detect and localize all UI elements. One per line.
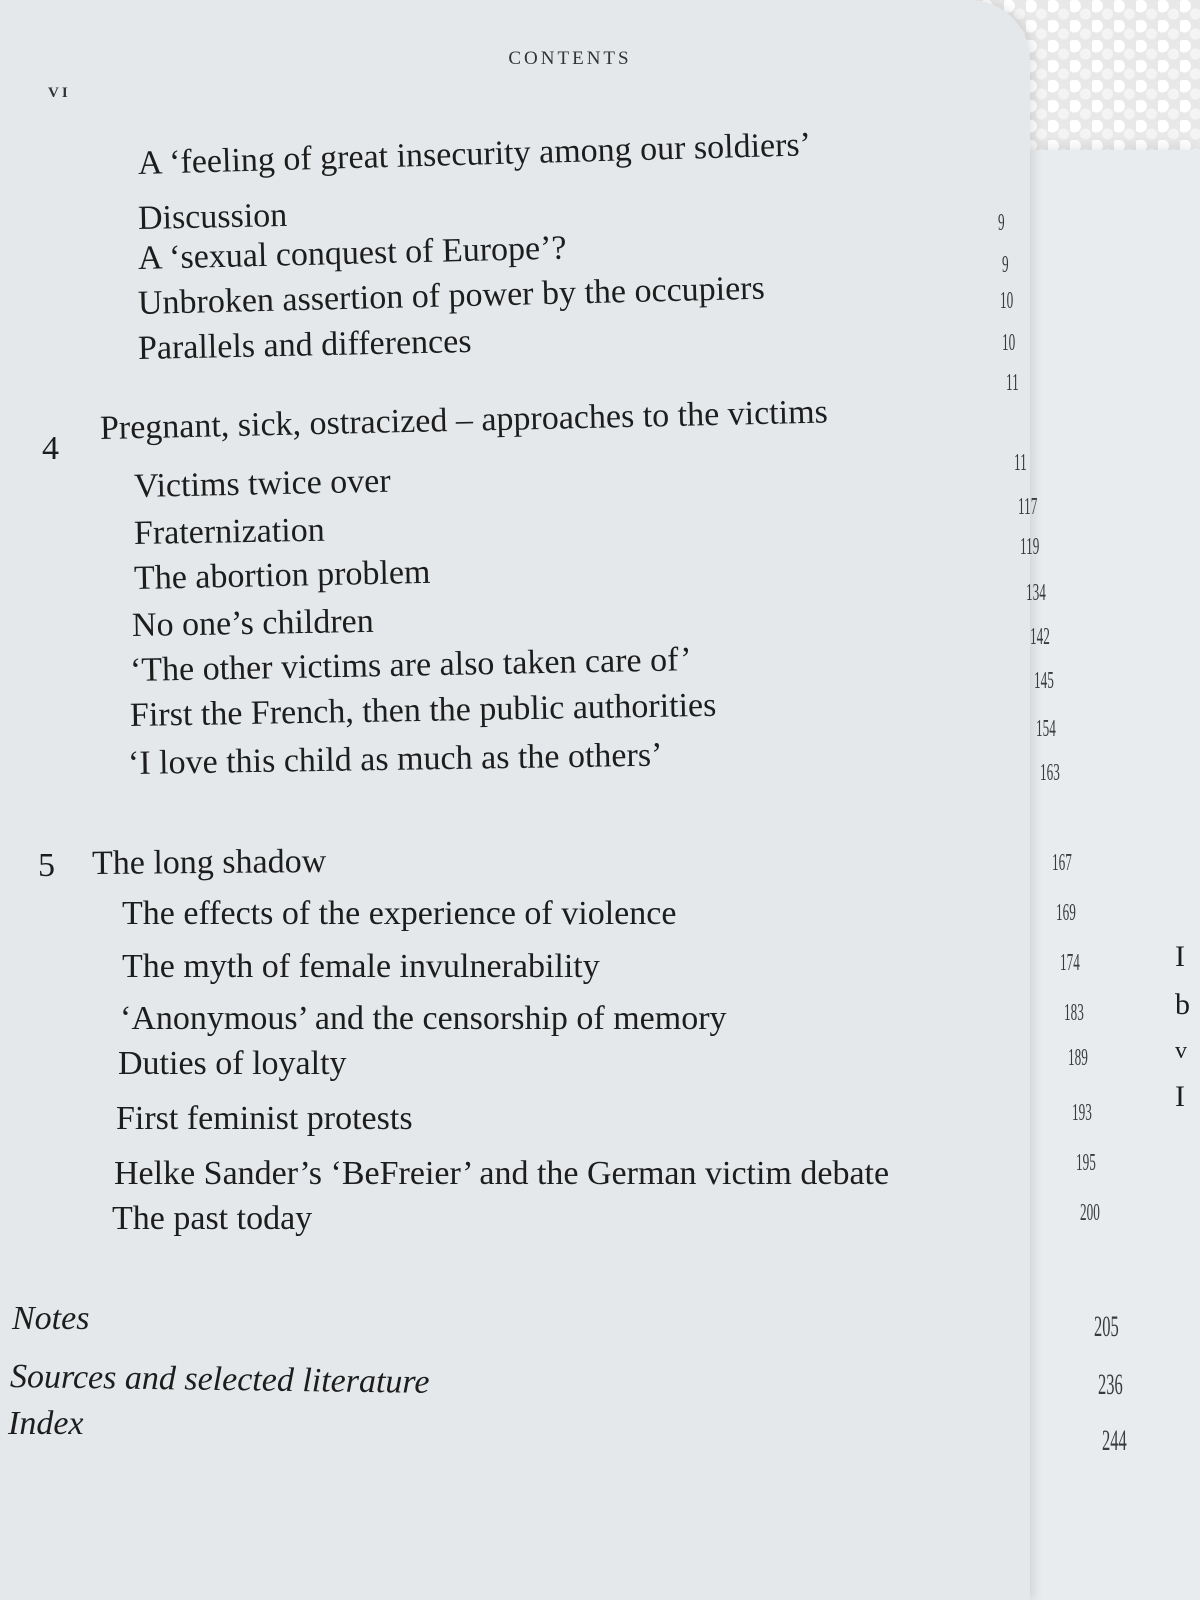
folio-number: VI bbox=[48, 85, 71, 101]
toc-entry: A ‘sexual conquest of Europe’? bbox=[137, 229, 567, 277]
toc-page-number: 205 bbox=[1094, 1310, 1119, 1343]
toc-page-number: 193 bbox=[1072, 1100, 1092, 1126]
facing-page-letter: I bbox=[1175, 940, 1185, 973]
toc-page-number: 154 bbox=[1036, 716, 1056, 742]
toc-entry: The past today bbox=[112, 1200, 313, 1237]
facing-page-letter: b bbox=[1175, 988, 1190, 1021]
toc-page-number: 167 bbox=[1052, 850, 1072, 876]
toc-page-number: 9 bbox=[1002, 252, 1009, 278]
back-matter-entry: Sources and selected literature bbox=[9, 1358, 430, 1401]
toc-page-number: 117 bbox=[1018, 494, 1038, 520]
facing-page-letter: v bbox=[1175, 1038, 1187, 1064]
toc-entry: Parallels and differences bbox=[137, 323, 472, 367]
toc-entry: No one’s children bbox=[131, 602, 374, 644]
toc-entry: The myth of female invulnerability bbox=[122, 948, 600, 985]
toc-entry: ‘I love this child as much as the others’ bbox=[127, 736, 663, 782]
toc-entry: Discussion bbox=[137, 196, 288, 237]
toc-page-number: 163 bbox=[1040, 760, 1060, 786]
toc-page-number: 9 bbox=[998, 210, 1005, 236]
toc-entry: ‘Anonymous’ and the censorship of memory bbox=[120, 1000, 727, 1037]
back-matter-entry: Notes bbox=[12, 1300, 90, 1337]
facing-page-letter: I bbox=[1175, 1080, 1185, 1113]
toc-entry: First feminist protests bbox=[116, 1100, 413, 1137]
toc-page-number: 195 bbox=[1076, 1150, 1096, 1176]
toc-entry: ‘The other victims are also taken care of’ bbox=[129, 641, 692, 689]
toc-entry: A ‘feeling of great insecurity among our soldiers’ bbox=[137, 126, 812, 182]
toc-entry: Duties of loyalty bbox=[118, 1045, 347, 1082]
toc-page-number: 134 bbox=[1026, 580, 1046, 606]
chapter-title: Pregnant, sick, ostracized – approaches to the victims bbox=[99, 393, 829, 447]
toc-entry: The abortion problem bbox=[133, 553, 431, 597]
chapter-number: 4 bbox=[42, 430, 59, 467]
toc-entry: Unbroken assertion of power by the occupiers bbox=[137, 269, 766, 322]
chapter-number: 5 bbox=[38, 847, 55, 884]
toc-page-number: 169 bbox=[1056, 900, 1076, 926]
chapter-title: The long shadow bbox=[91, 842, 327, 882]
toc-page-number: 142 bbox=[1030, 624, 1050, 650]
toc-page-number: 11 bbox=[1006, 370, 1019, 396]
toc-entry: Fraternization bbox=[133, 511, 325, 552]
toc-page-number: 236 bbox=[1098, 1368, 1123, 1401]
toc-page-number: 10 bbox=[1002, 330, 1016, 356]
toc-entry: Victims twice over bbox=[133, 462, 391, 505]
toc-entry: First the French, then the public authorities bbox=[129, 686, 717, 734]
toc-page-number: 189 bbox=[1068, 1045, 1088, 1071]
toc-page-number: 145 bbox=[1034, 668, 1054, 694]
toc-entry: Helke Sander’s ‘BeFreier’ and the German victim debate bbox=[114, 1155, 890, 1192]
toc-page-number: 10 bbox=[1000, 288, 1014, 314]
toc-entry: The effects of the experience of violence bbox=[122, 895, 677, 932]
toc-page-number: 244 bbox=[1102, 1424, 1127, 1457]
toc-page-number: 119 bbox=[1020, 534, 1040, 560]
toc-page-number: 174 bbox=[1060, 950, 1080, 976]
toc-page-number: 200 bbox=[1080, 1200, 1100, 1226]
toc-page-number: 11 bbox=[1014, 450, 1027, 476]
running-header: CONTENTS bbox=[508, 48, 632, 69]
toc-page-number: 183 bbox=[1064, 1000, 1084, 1026]
back-matter-entry: Index bbox=[8, 1405, 84, 1442]
